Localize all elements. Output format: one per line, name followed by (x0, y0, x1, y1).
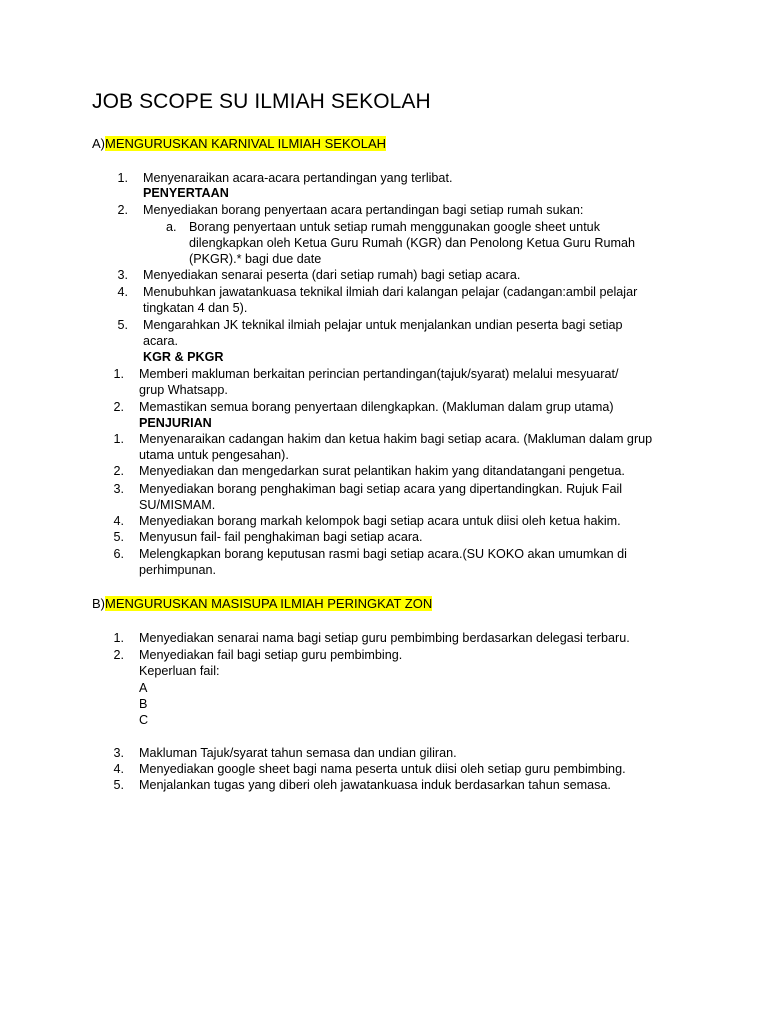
penyertaan-label: PENYERTAAN (143, 186, 229, 200)
list-number: 3. (113, 746, 124, 760)
list-number: 1. (117, 171, 128, 185)
list-item: Menyediakan borang penyertaan acara pertandingan bagi setiap rumah sukan: (143, 203, 584, 217)
document-title: JOB SCOPE SU ILMIAH SEKOLAH (92, 90, 431, 113)
list-item: Menubuhkan jawatankuasa teknikal ilmiah dari kalangan pelajar (cadangan:ambil pelajar (143, 285, 638, 299)
list-number: 4. (113, 762, 124, 776)
keperluan-item: B (139, 697, 148, 711)
list-item: Menyediakan fail bagi setiap guru pembimbing. (139, 648, 403, 662)
list-item: Mengarahkan JK teknikal ilmiah pelajar untuk menjalankan undian peserta bagi setiap (143, 318, 623, 332)
list-item: Menyediakan senarai peserta (dari setiap rumah) bagi setiap acara. (143, 268, 521, 282)
list-number: 5. (113, 530, 124, 544)
list-item: Menyenaraikan cadangan hakim dan ketua hakim bagi setiap acara. (Makluman dalam grup (139, 432, 653, 446)
list-item-cont: perhimpunan. (139, 563, 217, 577)
list-item: Menyediakan google sheet bagi nama peserta untuk diisi oleh setiap guru pembimbing. (139, 762, 626, 776)
section-a-heading (92, 136, 386, 151)
keperluan-item: A (139, 681, 148, 695)
list-item: Memastikan semua borang penyertaan dilengkapkan. (Makluman dalam grup utama) (139, 400, 614, 414)
list-number: 3. (113, 482, 124, 496)
list-item-cont: SU/MISMAM. (139, 498, 216, 512)
keperluan-item: C (139, 713, 149, 727)
list-number: 1. (113, 432, 124, 446)
list-item: Memberi makluman berkaitan perincian pertandingan(tajuk/syarat) melalui mesyuarat/ (139, 367, 619, 381)
list-item-cont: grup Whatsapp. (139, 383, 228, 397)
list-item: Menyediakan senarai nama bagi setiap guru pembimbing berdasarkan delegasi terbaru. (139, 631, 630, 645)
sub-item-line: (PKGR).* bagi due date (189, 252, 322, 266)
sub-item-line: Borang penyertaan untuk setiap rumah menggunakan google sheet untuk (189, 220, 600, 234)
section-a-prefix: A) (92, 136, 105, 151)
list-number: 2. (117, 203, 128, 217)
list-item-cont: utama untuk pengesahan). (139, 448, 289, 462)
list-number: 4. (113, 514, 124, 528)
list-number: 6. (113, 547, 124, 561)
penjurian-label: PENJURIAN (139, 416, 212, 430)
list-item: Melengkapkan borang keputusan rasmi bagi setiap acara.(SU KOKO akan umumkan di (139, 547, 627, 561)
section-b-prefix: B) (92, 596, 105, 611)
list-item: Menyediakan borang penghakiman bagi setiap acara yang dipertandingkan. Rujuk Fail (139, 482, 623, 496)
list-number: 1. (113, 367, 124, 381)
sub-item-line: dilengkapkan oleh Ketua Guru Rumah (KGR) dan Penolong Ketua Guru Rumah (189, 236, 635, 250)
list-item: Menjalankan tugas yang diberi oleh jawatankuasa induk berdasarkan tahun semasa. (139, 778, 611, 792)
list-number: 5. (117, 318, 128, 332)
list-number: 5. (113, 778, 124, 792)
list-number: 3. (117, 268, 128, 282)
list-number: 4. (117, 285, 128, 299)
keperluan-label: Keperluan fail: (139, 664, 220, 678)
kgr-label: KGR & PKGR (143, 350, 224, 364)
sub-marker: a. (166, 220, 177, 234)
list-number: 2. (113, 648, 124, 662)
list-item: Makluman Tajuk/syarat tahun semasa dan undian giliran. (139, 746, 457, 760)
list-number: 1. (113, 631, 124, 645)
list-number: 2. (113, 400, 124, 414)
section-a-title: MENGURUSKAN KARNIVAL ILMIAH SEKOLAH (105, 136, 387, 151)
section-b-title: MENGURUSKAN MASISUPA ILMIAH PERINGKAT ZON (105, 596, 433, 611)
list-item: Menyediakan borang markah kelompok bagi setiap acara untuk diisi oleh ketua hakim. (139, 514, 621, 528)
list-number: 2. (113, 464, 124, 478)
list-item: Menyusun fail- fail penghakiman bagi setiap acara. (139, 530, 423, 544)
list-item: Menyenaraikan acara-acara pertandingan yang terlibat. (143, 171, 453, 185)
list-item-cont: acara. (143, 334, 179, 348)
list-item-cont: tingkatan 4 dan 5). (143, 301, 248, 315)
list-item: Menyediakan dan mengedarkan surat pelantikan hakim yang ditandatangani pengetua. (139, 464, 625, 478)
section-b-heading (92, 596, 432, 611)
